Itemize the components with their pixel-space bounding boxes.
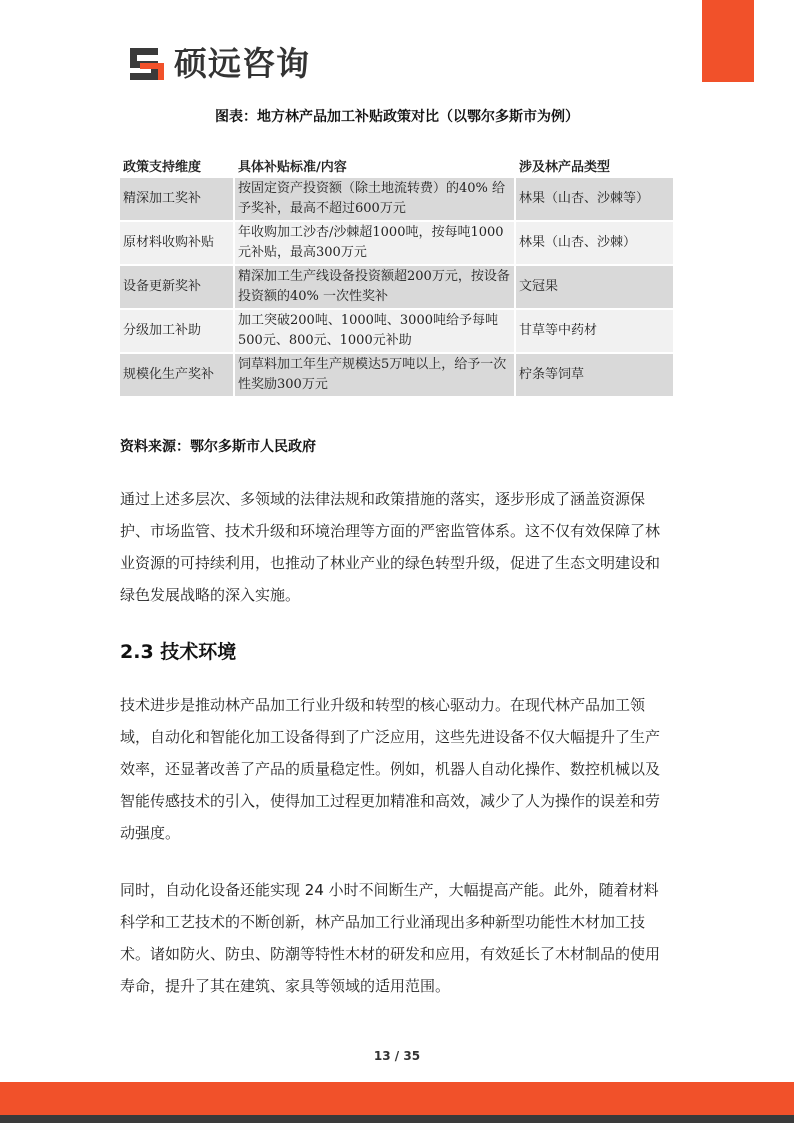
table-row bbox=[120, 309, 673, 353]
body-paragraph: 通过上述多层次、多领域的法律法规和政策措施的落实，逐步形成了涵盖资源保护、市场监管、技术升级和环境治理等方面的严密监管体系。这不仅有效保障了林业资源的可持续利用，也推动了林业产业的绿色转型升级，促进了生态文明建设和绿色发展战略的深入实施。 bbox=[120, 490, 661, 604]
table-cell: 饲草料加工年生产规模达5万吨以上，给予一次性奖励300万元 bbox=[234, 353, 515, 396]
footer-dark-bar bbox=[0, 1115, 794, 1123]
policy-comparison-table bbox=[120, 154, 673, 396]
body-paragraph: 技术进步是推动林产品加工行业升级和转型的核心驱动力。在现代林产品加工领域，自动化和智能化加工设备得到了广泛应用，这些先进设备不仅大幅提升了生产效率，还显著改善了产品的质量稳定性。例如，机器人自动化操作、数控机械以及智能传感技术的引入，使得加工过程更加精准和高效，减少了人为操作的误差和劳动强度。 bbox=[120, 696, 661, 842]
table-cell: 按固定资产投资额（除土地流转费）的40% 给予奖补，最高不超过600万元 bbox=[234, 177, 515, 221]
logo-mark-icon bbox=[128, 46, 166, 82]
column-header: 政策支持维度 bbox=[120, 154, 234, 177]
section-heading: 2.3 技术环境 bbox=[120, 641, 237, 663]
footer-accent-bar bbox=[0, 1082, 794, 1115]
table-cell: 柠条等饲草 bbox=[515, 353, 673, 396]
table-cell: 精深加工生产线设备投资额超200万元，按设备投资额的40% 一次性奖补 bbox=[234, 265, 515, 309]
table-cell: 设备更新奖补 bbox=[120, 265, 234, 309]
table-row bbox=[120, 353, 673, 396]
brand-name: 硕远咨询 bbox=[174, 44, 310, 83]
table-row bbox=[120, 265, 673, 309]
table-cell: 年收购加工沙杏/沙棘超1000吨，按每吨1000元补贴，最高300万元 bbox=[234, 221, 515, 265]
column-header: 涉及林产品类型 bbox=[515, 154, 673, 177]
table-row bbox=[120, 177, 673, 221]
table-row bbox=[120, 221, 673, 265]
table-cell: 甘草等中药材 bbox=[515, 309, 673, 353]
table-cell: 分级加工补助 bbox=[120, 309, 234, 353]
table-cell: 文冠果 bbox=[515, 265, 673, 309]
table-cell: 加工突破200吨、1000吨、3000吨给予每吨500元、800元、1000元补助 bbox=[234, 309, 515, 353]
body-paragraph: 同时，自动化设备还能实现 24 小时不间断生产，大幅提高产能。此外，随着材料科学和工艺技术的不断创新，林产品加工行业涌现出多种新型功能性木材加工技术。诸如防火、防虫、防潮等特性木材的研发和应用，有效延长了木材制品的使用寿命，提升了其在建筑、家具等领域的适用范围。 bbox=[120, 881, 661, 995]
table-cell: 规模化生产奖补 bbox=[120, 353, 234, 396]
table-cell: 精深加工奖补 bbox=[120, 177, 234, 221]
table-source-note: 资料来源：鄂尔多斯市人民政府 bbox=[120, 439, 316, 455]
column-header: 具体补贴标准/内容 bbox=[234, 154, 515, 177]
top-accent-bar bbox=[702, 0, 754, 82]
page-number: 13 / 35 bbox=[373, 1049, 421, 1063]
table-cell: 原材料收购补贴 bbox=[120, 221, 234, 265]
brand-logo bbox=[128, 44, 310, 84]
table-cell: 林果（山杏、沙棘等） bbox=[515, 177, 673, 221]
table-header-row bbox=[120, 154, 673, 177]
table-cell: 林果（山杏、沙棘） bbox=[515, 221, 673, 265]
table-title: 图表：地方林产品加工补贴政策对比（以鄂尔多斯市为例） bbox=[215, 109, 579, 125]
